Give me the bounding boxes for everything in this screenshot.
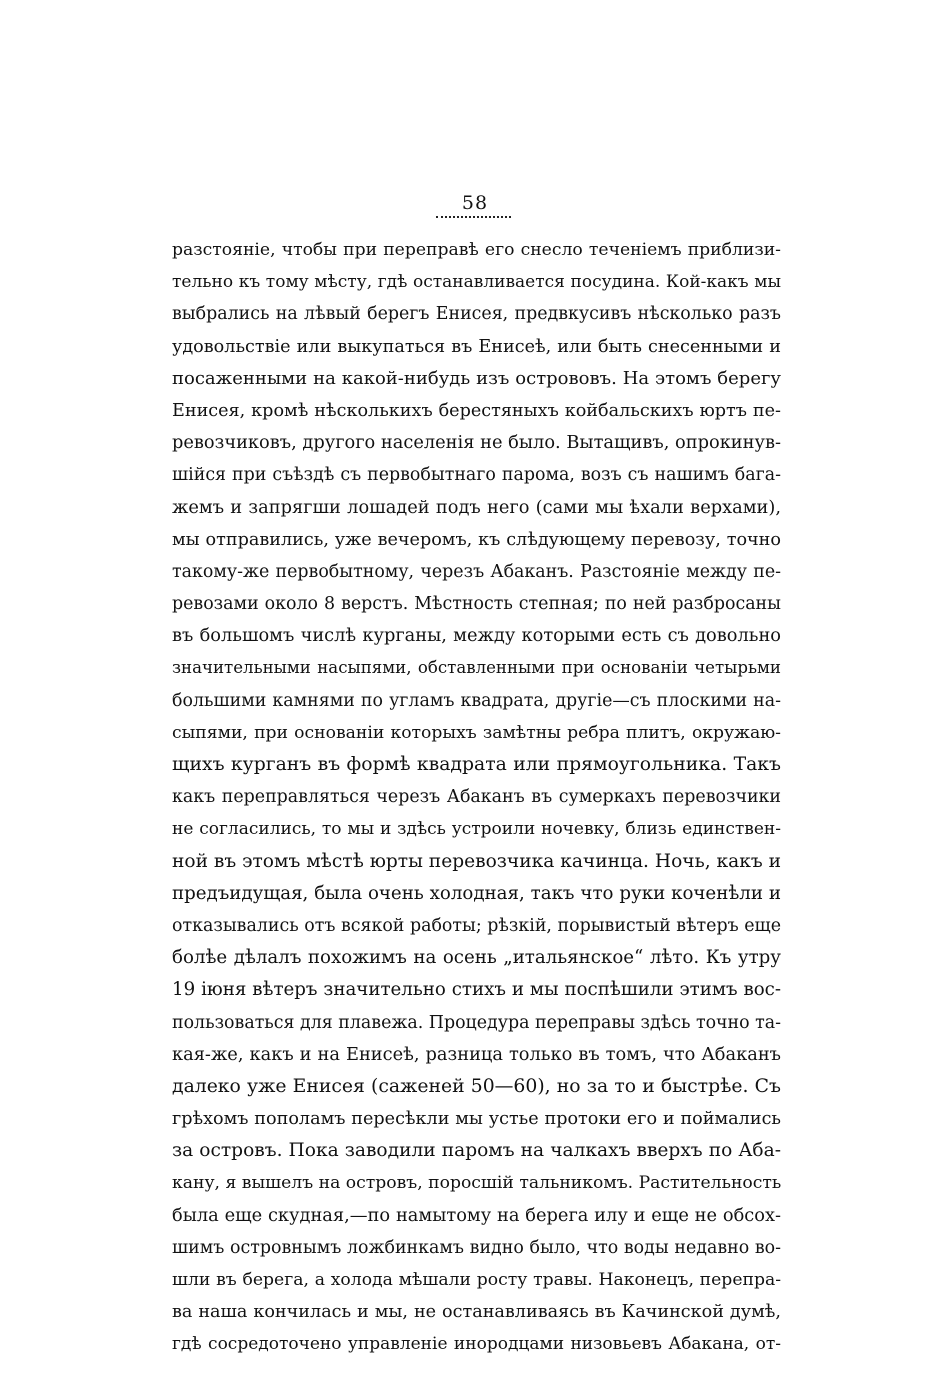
text-line: ревозчиковъ, другого населенія не было. Вытащивъ, опрокинув-: [172, 432, 781, 454]
text-line: большими камнями по угламъ квадрата, другіе—съ плоскими на-: [172, 690, 781, 711]
text-line: кану, я вышелъ на островъ, поросшій тальникомъ. Растительность: [172, 1173, 781, 1194]
text-line: такому-же первобытному, черезъ Абаканъ. Разстояніе между пе-: [172, 561, 781, 582]
text-line: ревозами около 8 верстъ. Мѣстность степная; по ней разбросаны: [172, 594, 781, 615]
text-line: кая-же, какъ и на Енисеѣ, разница только въ томъ, что Абаканъ: [172, 1043, 781, 1065]
text-line: болѣе дѣлалъ похожимъ на осень „итальянское“ лѣто. Къ утру: [172, 947, 781, 969]
text-line: шійся при съѣздѣ съ первобытнаго парома, возъ съ нашимъ бага-: [172, 465, 781, 486]
text-line: посаженными на какой-нибудь изъ острововъ. На этомъ берегу: [172, 367, 781, 389]
text-line: предъидущая, была очень холодная, такъ что руки коченѣли и: [172, 882, 781, 904]
text-line: шли въ берега, а холода мѣшали росту травы. Наконецъ, перепра-: [172, 1270, 781, 1290]
text-line: въ большомъ числѣ курганы, между которыми есть съ довольно: [172, 625, 781, 647]
text-line: далеко уже Енисея (саженей 50—60), но за то и быстрѣе. Съ: [172, 1075, 781, 1097]
text-line: была еще скудная,—по намытому на берега илу и еще не обсох-: [172, 1204, 781, 1226]
page-number-underline: [436, 216, 511, 218]
text-line: значительными насыпями, обставленными при основаніи четырьми: [172, 658, 781, 678]
text-line: за островъ. Пока заводили паромъ на чалкахъ вверхъ по Аба-: [172, 1140, 781, 1162]
text-line: пользоваться для плавежа. Процедура переправы здѣсь точно та-: [172, 1012, 781, 1033]
text-line: грѣхомъ пополамъ пересѣкли мы устье протоки его и поймались: [172, 1109, 781, 1130]
text-line: 19 іюня вѣтеръ значительно стихъ и мы поспѣшили этимъ вос-: [172, 979, 781, 1001]
body-text: [172, 234, 781, 1361]
text-line: разстояніе, чтобы при переправѣ его снесло теченіемъ приблизи-: [172, 240, 781, 260]
text-line: ва наша кончилась и мы, не останавливаясь въ Качинской думѣ,: [172, 1302, 781, 1323]
text-line: жемъ и запрягши лошадей подъ него (сами мы ѣхали верхами),: [172, 496, 781, 518]
text-line: щихъ курганъ въ формѣ квадрата или прямоугольника. Такъ: [172, 754, 781, 775]
text-line: мы отправились, уже вечеромъ, къ слѣдующему перевозу, точно: [172, 529, 781, 550]
text-line: выбрались на лѣвый берегъ Енисея, предвкусивъ нѣсколько разъ: [172, 304, 781, 325]
text-line: тельно къ тому мѣсту, гдѣ останавливается посудина. Кой-какъ мы: [172, 272, 781, 293]
text-line: Енисея, кромѣ нѣсколькихъ берестяныхъ койбальскихъ юртъ пе-: [172, 400, 781, 421]
text-line: шимъ островнымъ ложбинкамъ видно было, что воды недавно во-: [172, 1237, 781, 1258]
text-line: не согласились, то мы и здѣсь устроили ночевку, близь единствен-: [172, 819, 781, 840]
text-line: ной въ этомъ мѣстѣ юрты перевозчика качинца. Ночь, какъ и: [172, 850, 781, 872]
text-line: удовольствіе или выкупаться въ Енисеѣ, или быть снесенными и: [172, 336, 781, 357]
page-number: 58: [461, 192, 489, 214]
text-line: гдѣ сосредоточено управленіе инородцами низовьевъ Абакана, от-: [172, 1334, 781, 1355]
text-line: отказывались отъ всякой работы; рѣзкій, порывистый вѣтеръ еще: [172, 915, 781, 936]
text-line: какъ переправляться черезъ Абаканъ въ сумеркахъ перевозчики: [172, 787, 781, 808]
text-line: сыпями, при основаніи которыхъ замѣтны ребра плитъ, окружаю-: [172, 722, 781, 743]
